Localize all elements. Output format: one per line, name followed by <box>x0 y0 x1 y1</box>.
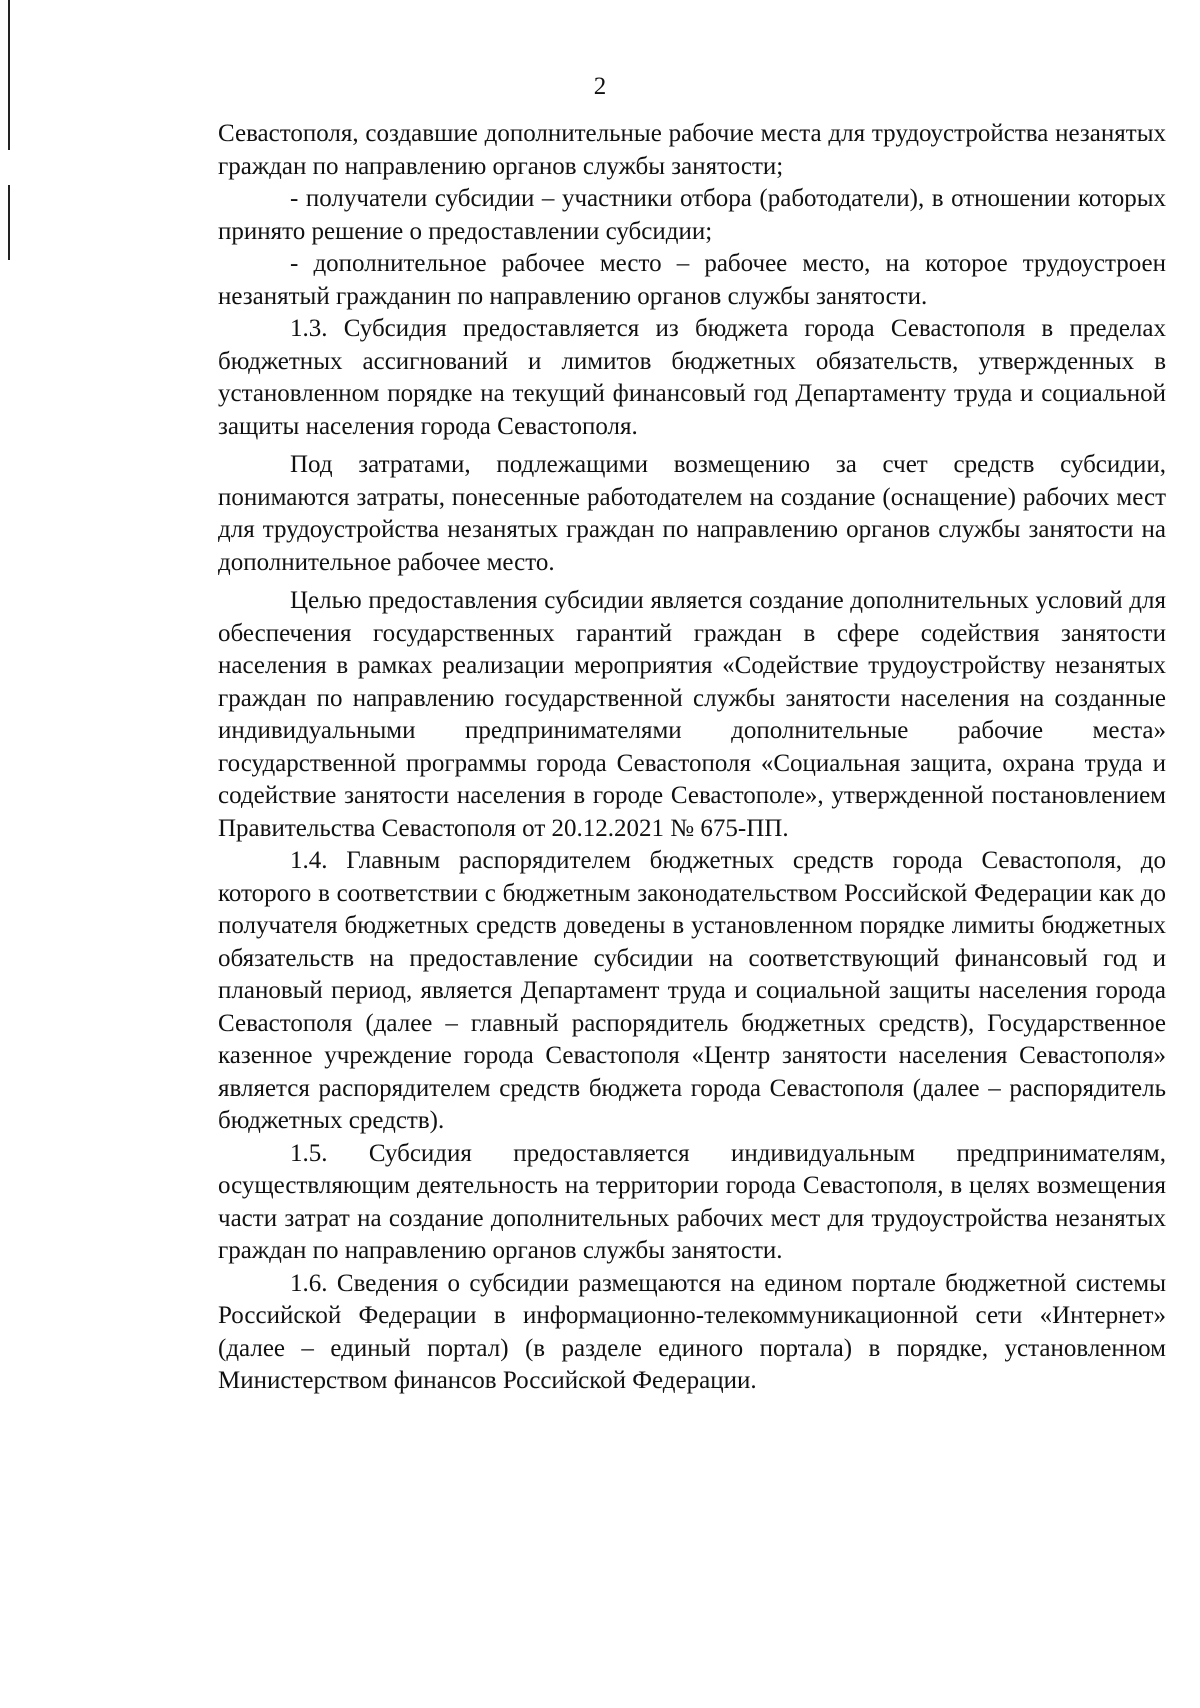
paragraph-costs: Под затратами, подлежащими возмещению за счет средств субсидии, понимаются затраты, понесенные работодателем на создание (оснащение) рабочих мест для трудоустройства незанятых граждан по направлению органов службы занятости на дополнительное рабочее место. <box>218 451 1166 576</box>
paragraph-purpose: Целью предоставления субсидии является создание дополнительных условий для обеспечения государственных гарантий граждан в сфере содействия занятости населения в рамках реализации мероприятия «Содействие трудоустройству незанятых граждан по направлению государственной службы занятости населения на созданные индивидуальными предпринимателями дополнительные рабочие места» государственной программы города Севастополя «Социальная защита, охрана труда и содействие занятости населения в городе Севастополе», утвержденной постановлением Правительства Севастополя от 20.12.2021 № 675-ПП. <box>218 587 1166 842</box>
paragraph-1-4: 1.4. Главным распорядителем бюджетных средств города Севастополя, до которого в соответствии с бюджетным законодательством Российской Федерации как до получателя бюджетных средств доведены в установленном порядке лимиты бюджетных обязательств на предоставление субсидии на соответствующий финансовый год и плановый период, является Департамент труда и социальной защиты населения города Севастополя (далее – главный распорядитель бюджетных средств), Государственное казенное учреждение города Севастополя «Центр занятости населения Севастополя» является распорядителем средств бюджета города Севастополя (далее – распорядитель бюджетных средств). <box>218 847 1166 1134</box>
paragraph-definition-workplace: - дополнительное рабочее место – рабочее место, на которое трудоустроен незанятый гражданин по направлению органов службы занятости. <box>218 250 1166 310</box>
paragraph-1-5: 1.5. Субсидия предоставляется индивидуальным предпринимателям, осуществляющим деятельность на территории города Севастополя, в целях возмещения части затрат на создание дополнительных рабочих мест для трудоустройства незанятых граждан по направлению органов службы занятости. <box>218 1139 1166 1264</box>
page-number: 2 <box>593 73 607 100</box>
paragraph-definition-recipients: - получатели субсидии – участники отбора (работодатели), в отношении которых принято решение о предоставлении субсидии; <box>218 185 1166 245</box>
scan-edge-mark <box>8 185 10 260</box>
paragraph-1-3: 1.3. Субсидия предоставляется из бюджета города Севастополя в пределах бюджетных ассигнований и лимитов бюджетных обязательств, утвержденных в установленном порядке на текущий финансовый год Департаменту труда и социальной защиты населения города Севастополя. <box>218 315 1166 440</box>
paragraph-1-6: 1.6. Сведения о субсидии размещаются на едином портале бюджетной системы Российской Федерации в информационно-телекоммуникационной сети «Интернет» (далее – единый портал) (в разделе единого портала) в порядке, установленном Министерством финансов Российской Федерации. <box>218 1269 1166 1394</box>
paragraph-continuation: Севастополя, создавшие дополнительные рабочие места для трудоустройства незанятых граждан по направлению органов службы занятости; <box>218 120 1166 180</box>
document-body <box>218 118 1166 1398</box>
